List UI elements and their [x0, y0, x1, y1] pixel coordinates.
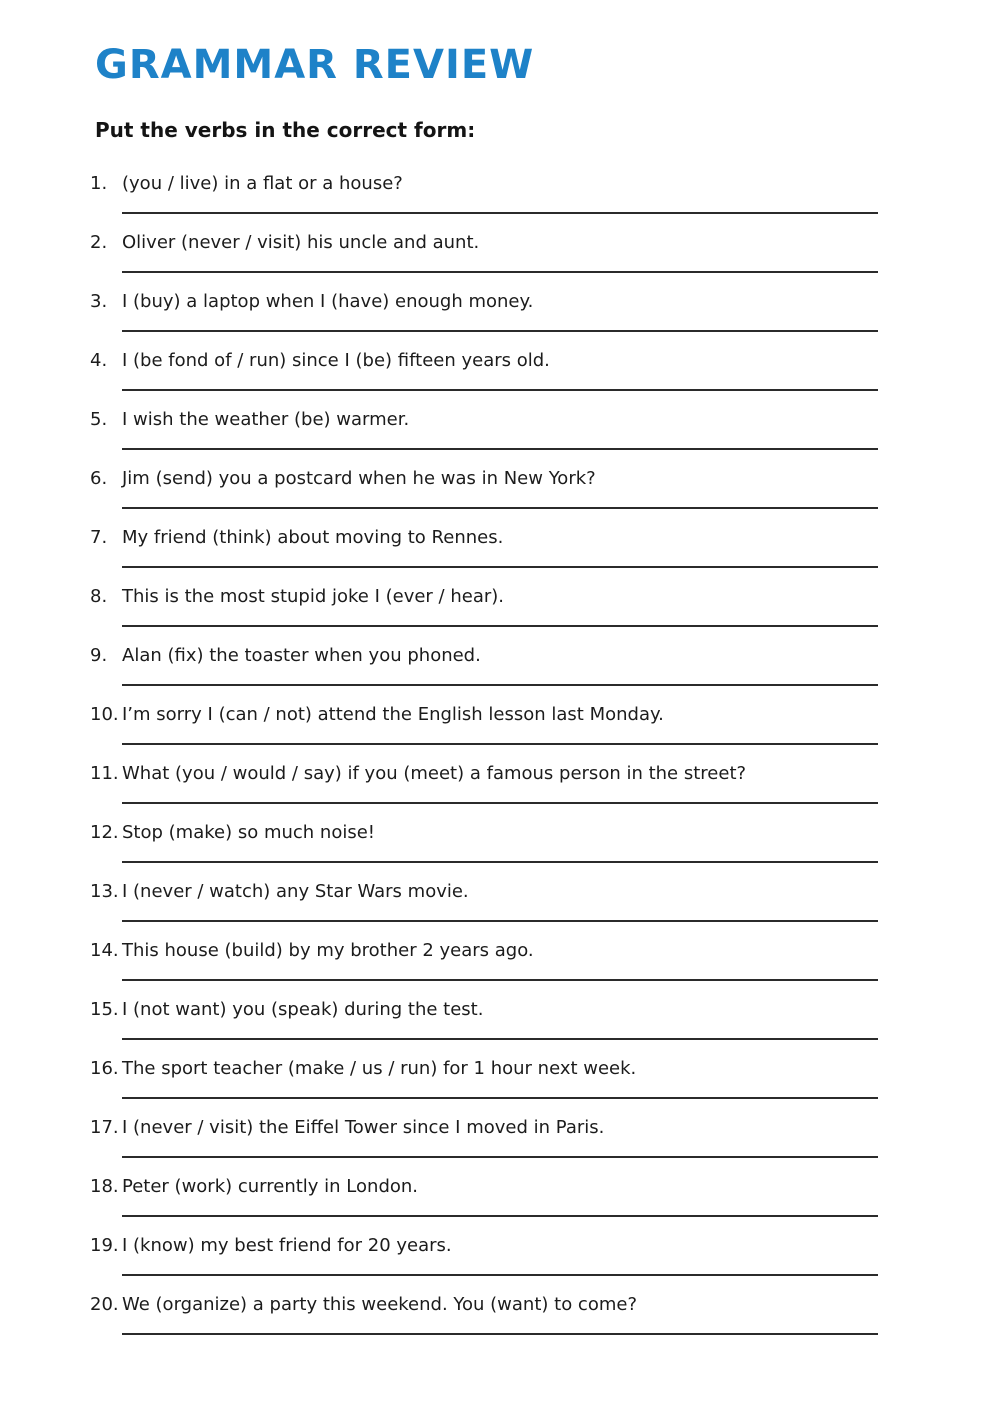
item-number: 10. — [90, 704, 119, 725]
exercise-item — [90, 232, 1000, 273]
item-sentence — [90, 1117, 1000, 1139]
item-sentence — [90, 940, 1000, 962]
item-sentence — [90, 291, 1000, 313]
exercise-item — [90, 1176, 1000, 1217]
answer-blank-line[interactable] — [122, 1215, 878, 1217]
exercise-item — [90, 763, 1000, 804]
item-text: We (organize) a party this weekend. You (want) to come? — [122, 1294, 637, 1315]
item-number: 2. — [90, 232, 108, 253]
exercise-item — [90, 822, 1000, 863]
item-text: I (buy) a laptop when I (have) enough money. — [122, 291, 534, 312]
item-sentence — [90, 350, 1000, 372]
item-number: 16. — [90, 1058, 119, 1079]
item-sentence — [90, 704, 1000, 726]
item-number: 5. — [90, 409, 108, 430]
answer-blank-line[interactable] — [122, 1156, 878, 1158]
item-sentence — [90, 1294, 1000, 1316]
item-sentence — [90, 822, 1000, 844]
exercise-item — [90, 1294, 1000, 1335]
answer-blank-line[interactable] — [122, 212, 878, 214]
answer-blank-line[interactable] — [122, 1274, 878, 1276]
item-text: (you / live) in a flat or a house? — [122, 173, 403, 194]
item-number: 15. — [90, 999, 119, 1020]
answer-blank-line[interactable] — [122, 920, 878, 922]
item-text: I (never / watch) any Star Wars movie. — [122, 881, 469, 902]
item-sentence — [90, 1176, 1000, 1198]
item-number: 19. — [90, 1235, 119, 1256]
exercise-item — [90, 409, 1000, 450]
item-number: 7. — [90, 527, 108, 548]
item-text: This house (build) by my brother 2 years ago. — [122, 940, 534, 961]
item-sentence — [90, 1058, 1000, 1080]
item-number: 9. — [90, 645, 108, 666]
item-text: I (never / visit) the Eiffel Tower since I moved in Paris. — [122, 1117, 605, 1138]
item-text: My friend (think) about moving to Rennes. — [122, 527, 504, 548]
item-number: 6. — [90, 468, 108, 489]
answer-blank-line[interactable] — [122, 684, 878, 686]
item-text: Jim (send) you a postcard when he was in New York? — [122, 468, 596, 489]
answer-blank-line[interactable] — [122, 389, 878, 391]
item-sentence — [90, 527, 1000, 549]
exercise-item — [90, 940, 1000, 981]
exercise-item — [90, 468, 1000, 509]
item-sentence — [90, 881, 1000, 903]
item-sentence — [90, 468, 1000, 490]
exercise-list — [90, 173, 1000, 1335]
item-text: Stop (make) so much noise! — [122, 822, 376, 843]
exercise-item — [90, 527, 1000, 568]
exercise-item — [90, 881, 1000, 922]
exercise-item — [90, 645, 1000, 686]
item-text: What (you / would / say) if you (meet) a famous person in the street? — [122, 763, 747, 784]
item-number: 17. — [90, 1117, 119, 1138]
item-text: Oliver (never / visit) his uncle and aunt. — [122, 232, 480, 253]
item-text: The sport teacher (make / us / run) for 1 hour next week. — [122, 1058, 637, 1079]
item-sentence — [90, 232, 1000, 254]
exercise-item — [90, 999, 1000, 1040]
item-text: I (know) my best friend for 20 years. — [122, 1235, 452, 1256]
item-sentence — [90, 999, 1000, 1021]
answer-blank-line[interactable] — [122, 861, 878, 863]
item-number: 12. — [90, 822, 119, 843]
answer-blank-line[interactable] — [122, 1097, 878, 1099]
item-sentence — [90, 1235, 1000, 1257]
answer-blank-line[interactable] — [122, 507, 878, 509]
instruction-text: Put the verbs in the correct form: — [95, 118, 476, 142]
answer-blank-line[interactable] — [122, 330, 878, 332]
item-text: Peter (work) currently in London. — [122, 1176, 419, 1197]
item-sentence — [90, 586, 1000, 608]
item-number: 3. — [90, 291, 108, 312]
item-sentence — [90, 409, 1000, 431]
exercise-item — [90, 586, 1000, 627]
exercise-item — [90, 291, 1000, 332]
item-number: 13. — [90, 881, 119, 902]
item-number: 8. — [90, 586, 108, 607]
exercise-item — [90, 1235, 1000, 1276]
item-text: Alan (fix) the toaster when you phoned. — [122, 645, 481, 666]
item-number: 20. — [90, 1294, 119, 1315]
answer-blank-line[interactable] — [122, 802, 878, 804]
exercise-item — [90, 1117, 1000, 1158]
item-number: 4. — [90, 350, 108, 371]
answer-blank-line[interactable] — [122, 979, 878, 981]
item-number: 1. — [90, 173, 108, 194]
exercise-item — [90, 350, 1000, 391]
item-sentence — [90, 645, 1000, 667]
item-sentence — [90, 763, 1000, 785]
item-number: 11. — [90, 763, 119, 784]
answer-blank-line[interactable] — [122, 566, 878, 568]
item-text: I wish the weather (be) warmer. — [122, 409, 410, 430]
answer-blank-line[interactable] — [122, 625, 878, 627]
item-number: 14. — [90, 940, 119, 961]
exercise-item — [90, 1058, 1000, 1099]
item-text: I (not want) you (speak) during the test. — [122, 999, 484, 1020]
answer-blank-line[interactable] — [122, 1333, 878, 1335]
exercise-item — [90, 704, 1000, 745]
page-title: GRAMMAR REVIEW — [95, 42, 535, 88]
item-text: I (be fond of / run) since I (be) fifteen years old. — [122, 350, 550, 371]
exercise-item — [90, 173, 1000, 214]
item-sentence — [90, 173, 1000, 195]
answer-blank-line[interactable] — [122, 743, 878, 745]
answer-blank-line[interactable] — [122, 271, 878, 273]
answer-blank-line[interactable] — [122, 448, 878, 450]
item-text: This is the most stupid joke I (ever / hear). — [122, 586, 504, 607]
item-text: I’m sorry I (can / not) attend the English lesson last Monday. — [122, 704, 664, 725]
answer-blank-line[interactable] — [122, 1038, 878, 1040]
item-number: 18. — [90, 1176, 119, 1197]
